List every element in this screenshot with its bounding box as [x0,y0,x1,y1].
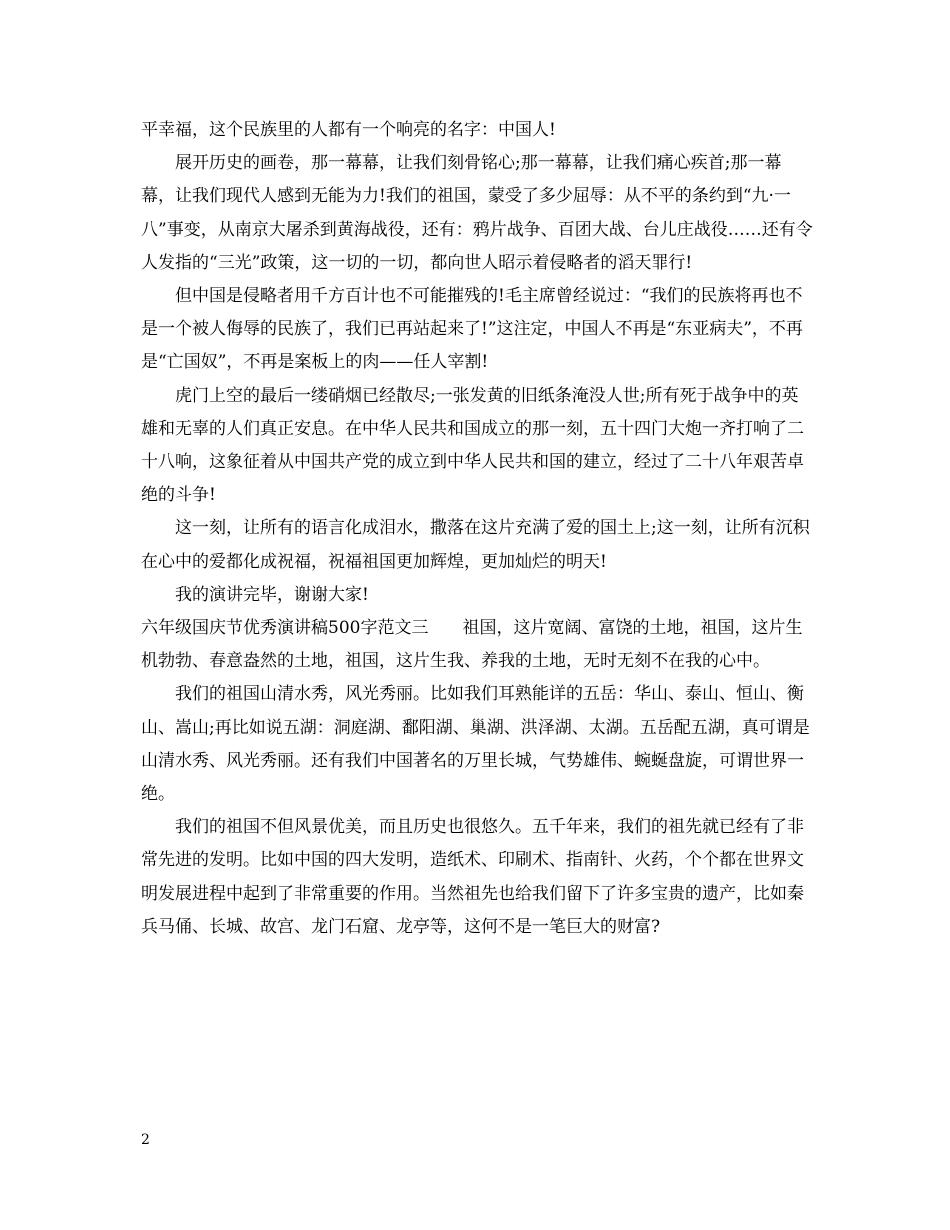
paragraph-continuation: 平幸福，这个民族里的人都有一个响亮的名字：中国人! [141,120,556,140]
paragraph: 我们的祖国山清水秀，风光秀丽。比如我们耳熟能详的五岳：华山、泰山、恒山、衡山、嵩山;再比如说五湖：洞庭湖、鄱阳湖、巢湖、洪泽湖、太湖。五岳配五湖，真可谓是山清水秀、风光秀丽。还有我们中国著名的万里长城，气势雄伟、蜿蜒盘旋，可谓世界一绝。 [141,684,810,805]
page-number: 2 [141,1132,150,1148]
paragraph: 虎门上空的最后一缕硝烟已经散尽;一张发黄的旧纸条淹没人世;所有死于战争中的英雄和无辜的人们真正安息。在中华人民共和国成立的那一刻，五十四门大炮一齐打响了二十八响，这象征着从中国共产党的成立到中华人民共和国的建立，经过了二十八年艰苦卓绝的斗争! [141,385,804,506]
document-body [141,114,813,944]
paragraph: 展开历史的画卷，那一幕幕，让我们刻骨铭心;那一幕幕，让我们痛心疾首;那一幕幕，让我们现代人感到无能为力!我们的祖国，蒙受了多少屈辱：从不平的条约到“九·一八”事变，从南京大屠杀到黄海战役，还有：鸦片战争、百团大战、台儿庄战役……还有令人发指的“三光”政策，这一切的一切，都向世人昭示着侵略者的滔天罪行! [141,153,813,273]
paragraph: 但中国是侵略者用千方百计也不可能摧残的!毛主席曾经说过：“我们的民族将再也不是一个被人侮辱的民族了，我们已再站起来了!”这注定，中国人不再是“东亚病夫”，不再是“亡国奴”，不再是案板上的肉——任人宰割! [141,286,803,373]
paragraph: 我们的祖国不但风景优美，而且历史也很悠久。五千年来，我们的祖先就已经有了非常先进的发明。比如中国的四大发明，造纸术、印刷术、指南针、火药，个个都在世界文明发展进程中起到了非常重要的作用。当然祖先也给我们留下了许多宝贵的遗产，比如秦兵马俑、长城、故宫、龙门石窟、龙亭等，这何不是一笔巨大的财富? [141,817,804,937]
paragraph: 这一刻，让所有的语言化成泪水，撒落在这片充满了爱的国土上;这一刻，让所有沉积在心中的爱都化成祝福，祝福祖国更加辉煌，更加灿烂的明天! [141,518,810,572]
section-heading-paragraph: 六年级国庆节优秀演讲稿500字范文三 祖国，这片宽阔、富饶的土地，祖国，这片生机勃勃、春意盎然的土地，祖国，这片生我、养我的土地，无时无刻不在我的心中。 [141,618,803,672]
paragraph: 我的演讲完毕，谢谢大家! [175,584,369,605]
